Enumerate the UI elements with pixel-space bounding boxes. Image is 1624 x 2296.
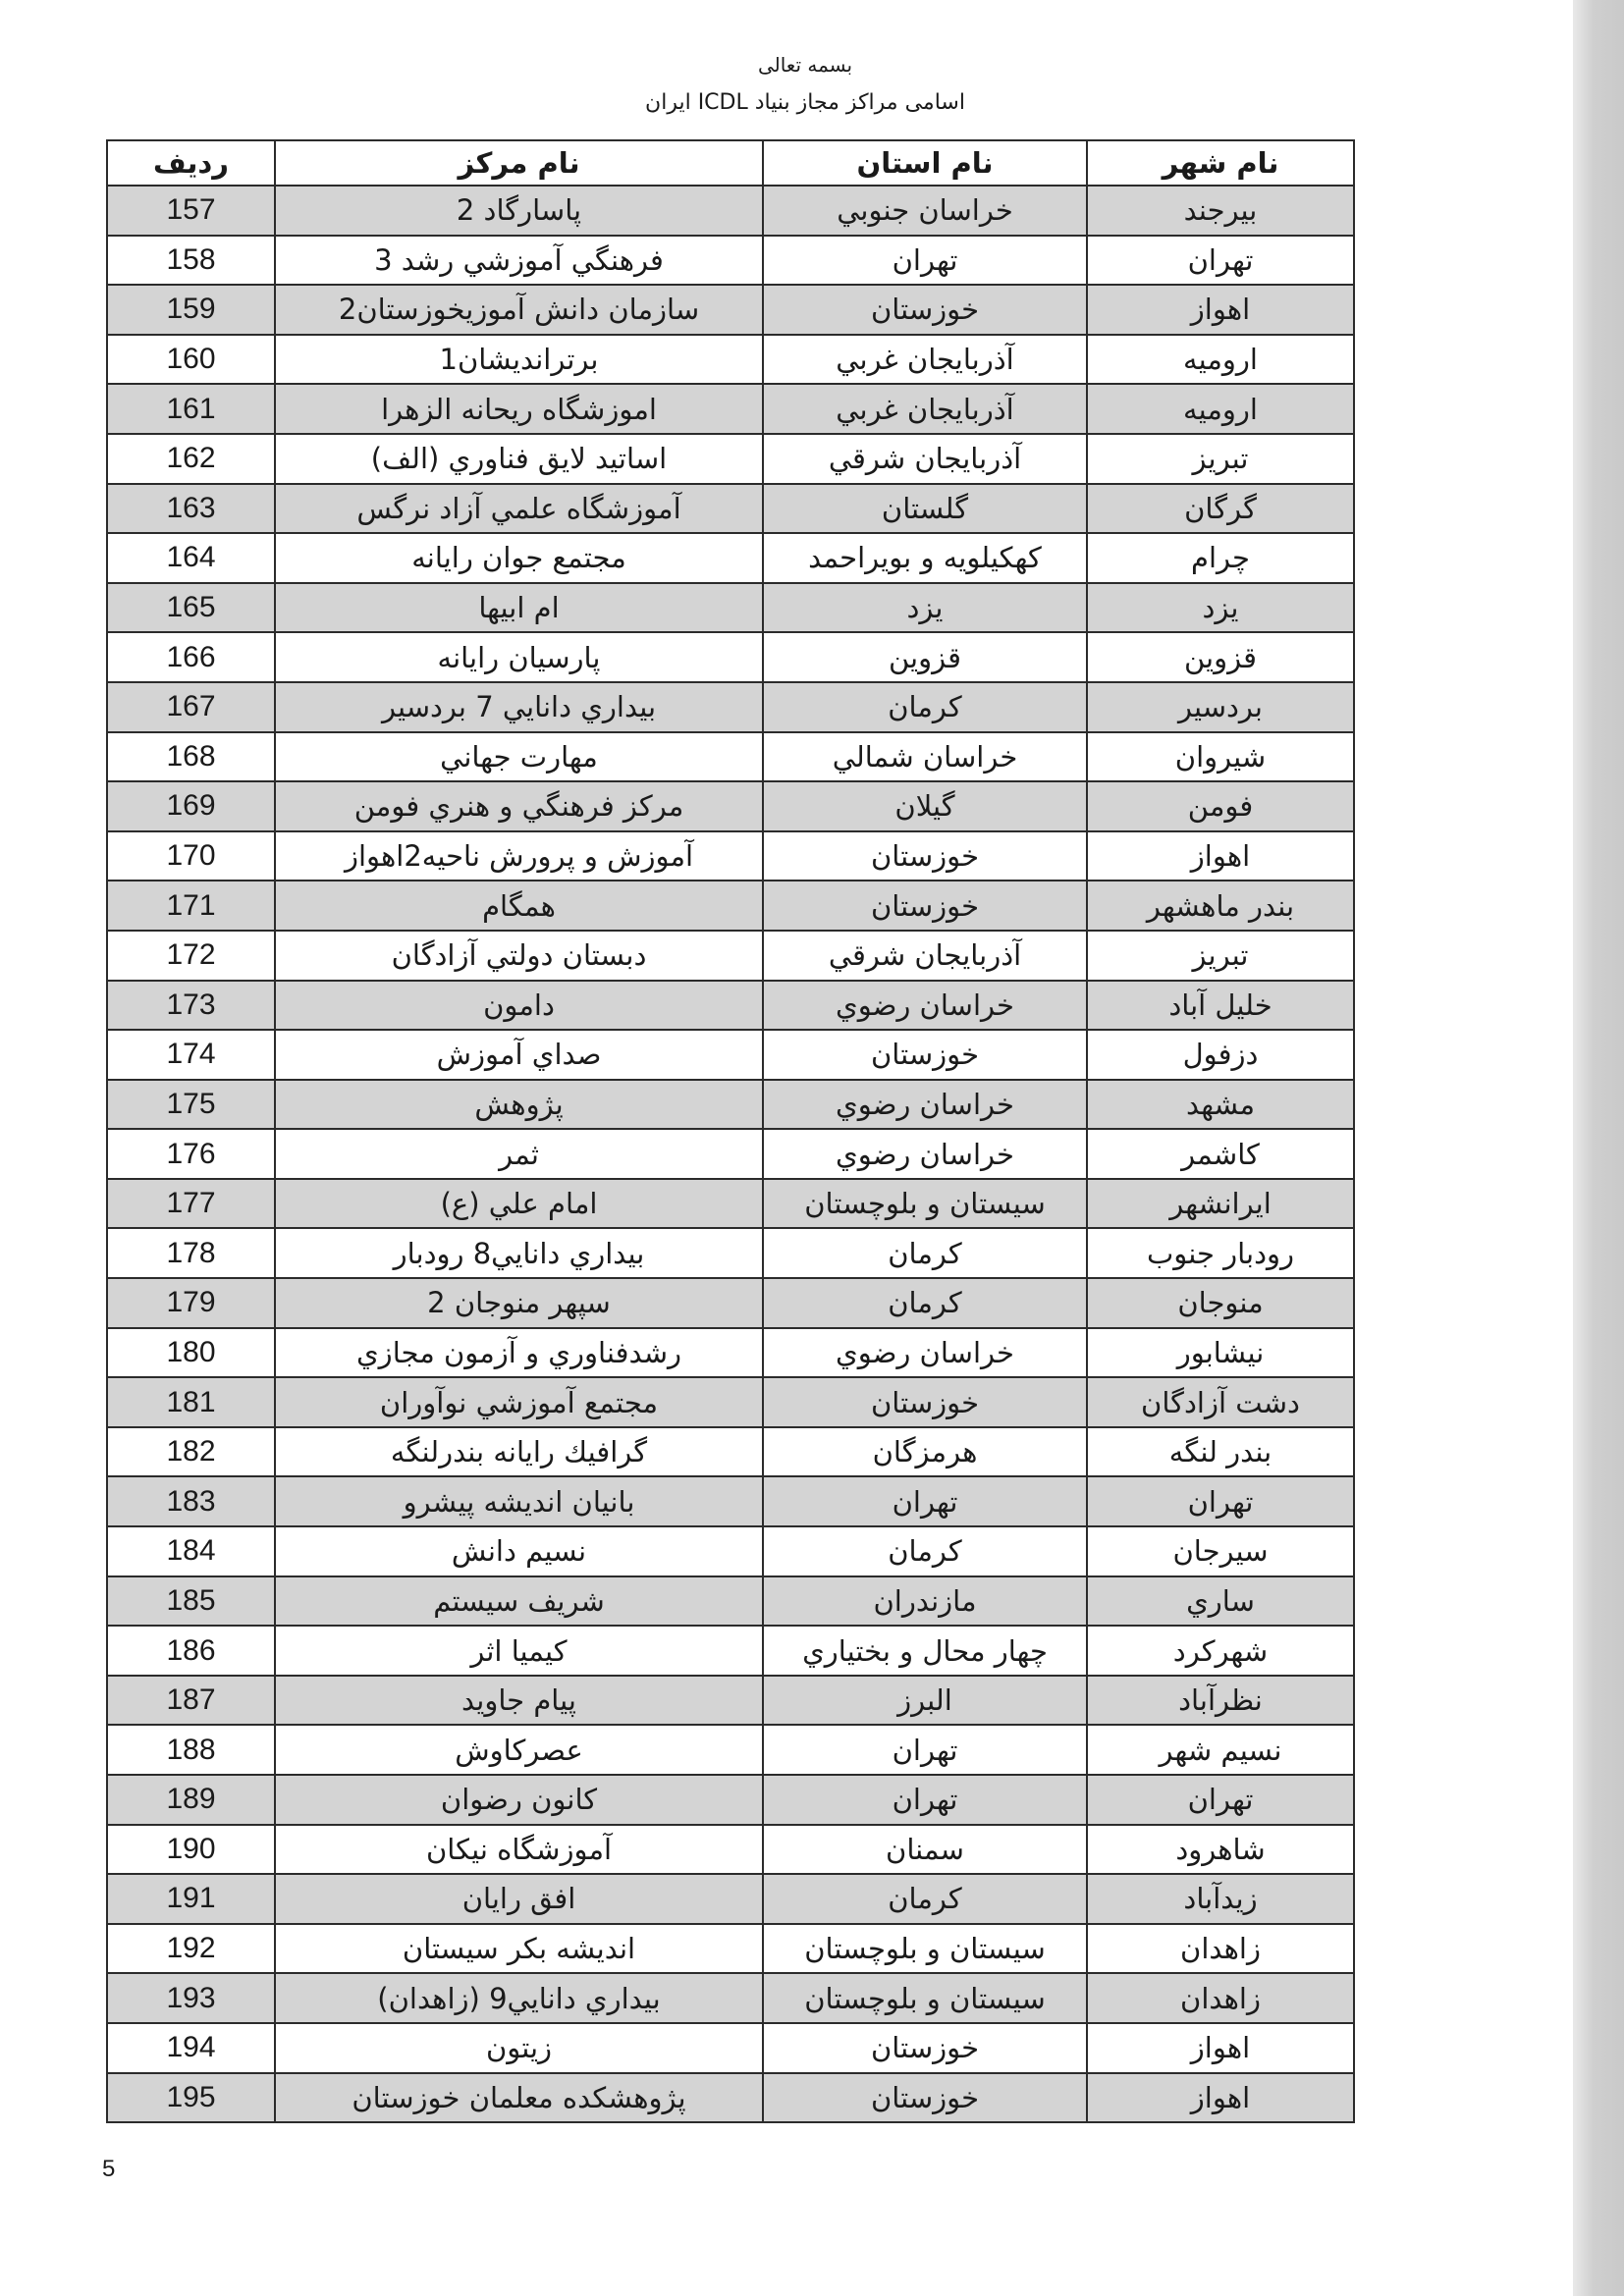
cell-city: شاهرود: [1087, 1825, 1354, 1875]
cell-row-number: 188: [107, 1725, 275, 1775]
cell-city: اهواز: [1087, 831, 1354, 881]
cell-center: كانون رضوان: [275, 1775, 763, 1825]
cell-province: خوزستان: [763, 1377, 1087, 1427]
cell-center: پژوهش: [275, 1080, 763, 1130]
table-row: [107, 384, 1354, 434]
cell-row-number: 176: [107, 1129, 275, 1179]
cell-province: خراسان شمالي: [763, 732, 1087, 782]
cell-row-number: 161: [107, 384, 275, 434]
cell-city: زاهدان: [1087, 1973, 1354, 2023]
cell-center: انديشه بكر سيستان: [275, 1924, 763, 1974]
cell-center: بيداري دانايي8 رودبار: [275, 1228, 763, 1278]
cell-city: فومن: [1087, 781, 1354, 831]
cell-city: منوجان: [1087, 1278, 1354, 1328]
cell-city: مشهد: [1087, 1080, 1354, 1130]
cell-city: رودبار جنوب: [1087, 1228, 1354, 1278]
cell-province: قزوين: [763, 632, 1087, 682]
cell-row-number: 175: [107, 1080, 275, 1130]
cell-province: هرمزگان: [763, 1427, 1087, 1477]
cell-province: كرمان: [763, 1526, 1087, 1576]
cell-province: خراسان رضوي: [763, 981, 1087, 1031]
cell-city: قزوين: [1087, 632, 1354, 682]
cell-row-number: 181: [107, 1377, 275, 1427]
cell-row-number: 195: [107, 2073, 275, 2123]
cell-city: اروميه: [1087, 384, 1354, 434]
centers-table: [106, 139, 1355, 2123]
header-center: نام مرکز: [275, 140, 763, 186]
cell-city: دشت آزادگان: [1087, 1377, 1354, 1427]
cell-row-number: 193: [107, 1973, 275, 2023]
cell-province: آذربايجان غربي: [763, 335, 1087, 385]
table-row: [107, 981, 1354, 1031]
cell-row-number: 162: [107, 434, 275, 484]
cell-province: خوزستان: [763, 2023, 1087, 2073]
cell-row-number: 187: [107, 1676, 275, 1726]
cell-province: كرمان: [763, 682, 1087, 732]
cell-province: گيلان: [763, 781, 1087, 831]
cell-city: خليل آباد: [1087, 981, 1354, 1031]
cell-province: گلستان: [763, 484, 1087, 534]
cell-center: اساتيد لايق فناوري (الف): [275, 434, 763, 484]
cell-center: دامون: [275, 981, 763, 1031]
cell-row-number: 178: [107, 1228, 275, 1278]
table-row: [107, 1775, 1354, 1825]
scan-edge: [1573, 0, 1624, 2296]
cell-city: اروميه: [1087, 335, 1354, 385]
table-row: [107, 781, 1354, 831]
cell-row-number: 177: [107, 1179, 275, 1229]
cell-city: چرام: [1087, 533, 1354, 583]
cell-center: مجتمع آموزشي نوآوران: [275, 1377, 763, 1427]
table-row: [107, 1676, 1354, 1726]
cell-city: بردسير: [1087, 682, 1354, 732]
cell-province: كرمان: [763, 1874, 1087, 1924]
header-province: نام استان: [763, 140, 1087, 186]
cell-city: تهران: [1087, 1476, 1354, 1526]
table-row: [107, 1278, 1354, 1328]
table-header-row: [107, 140, 1354, 186]
cell-center: همگام: [275, 881, 763, 931]
cell-row-number: 164: [107, 533, 275, 583]
cell-center: كيميا اثر: [275, 1626, 763, 1676]
cell-center: آموزش و پرورش ناحيه2اهواز: [275, 831, 763, 881]
cell-row-number: 159: [107, 285, 275, 335]
cell-row-number: 182: [107, 1427, 275, 1477]
page-number: 5: [102, 2156, 116, 2182]
cell-row-number: 179: [107, 1278, 275, 1328]
table-row: [107, 1973, 1354, 2023]
cell-row-number: 169: [107, 781, 275, 831]
cell-row-number: 171: [107, 881, 275, 931]
cell-province: خوزستان: [763, 285, 1087, 335]
cell-city: نظرآباد: [1087, 1676, 1354, 1726]
cell-row-number: 163: [107, 484, 275, 534]
table-row: [107, 1328, 1354, 1378]
cell-province: تهران: [763, 236, 1087, 286]
cell-row-number: 192: [107, 1924, 275, 1974]
cell-center: رشدفناوري و آزمون مجازي: [275, 1328, 763, 1378]
cell-row-number: 167: [107, 682, 275, 732]
cell-province: سيستان و بلوچستان: [763, 1179, 1087, 1229]
table-row: [107, 2073, 1354, 2123]
header-row-number: ردیف: [107, 140, 275, 186]
cell-center: مهارت جهاني: [275, 732, 763, 782]
cell-city: تبريز: [1087, 931, 1354, 981]
cell-row-number: 186: [107, 1626, 275, 1676]
cell-center: سازمان دانش آموزيخوزستان2: [275, 285, 763, 335]
cell-province: البرز: [763, 1676, 1087, 1726]
cell-city: بندر لنگه: [1087, 1427, 1354, 1477]
cell-row-number: 174: [107, 1030, 275, 1080]
table-body: [107, 186, 1354, 2122]
cell-city: ايرانشهر: [1087, 1179, 1354, 1229]
cell-center: برتراندیشان1: [275, 335, 763, 385]
cell-row-number: 157: [107, 186, 275, 236]
cell-province: كرمان: [763, 1278, 1087, 1328]
table-row: [107, 583, 1354, 633]
cell-province: كهكيلويه و بويراحمد: [763, 533, 1087, 583]
cell-row-number: 172: [107, 931, 275, 981]
cell-center: سپهر منوجان 2: [275, 1278, 763, 1328]
cell-center: بيداري دانايي9 (زاهدان): [275, 1973, 763, 2023]
table-row: [107, 1228, 1354, 1278]
cell-row-number: 170: [107, 831, 275, 881]
cell-province: تهران: [763, 1725, 1087, 1775]
cell-city: گرگان: [1087, 484, 1354, 534]
cell-row-number: 184: [107, 1526, 275, 1576]
cell-city: يزد: [1087, 583, 1354, 633]
cell-province: يزد: [763, 583, 1087, 633]
cell-center: پارسيان رايانه: [275, 632, 763, 682]
cell-center: پژوهشكده معلمان خوزستان: [275, 2073, 763, 2123]
cell-province: خوزستان: [763, 831, 1087, 881]
cell-city: تهران: [1087, 1775, 1354, 1825]
table-row: [107, 1427, 1354, 1477]
cell-center: عصركاوش: [275, 1725, 763, 1775]
cell-province: تهران: [763, 1775, 1087, 1825]
cell-city: بیرجند: [1087, 186, 1354, 236]
cell-center: فرهنگي آموزشي رشد 3: [275, 236, 763, 286]
cell-province: سيستان و بلوچستان: [763, 1924, 1087, 1974]
cell-center: امام علي (ع): [275, 1179, 763, 1229]
cell-center: ام ابيها: [275, 583, 763, 633]
cell-city: تهران: [1087, 236, 1354, 286]
cell-center: بيداري دانايي 7 بردسير: [275, 682, 763, 732]
cell-city: ساري: [1087, 1576, 1354, 1627]
cell-row-number: 160: [107, 335, 275, 385]
cell-city: اهواز: [1087, 2023, 1354, 2073]
cell-city: سيرجان: [1087, 1526, 1354, 1576]
table-row: [107, 335, 1354, 385]
table-row: [107, 285, 1354, 335]
page-title: اسامی مراکز مجاز بنیاد ICDL ایران: [645, 90, 965, 115]
cell-row-number: 190: [107, 1825, 275, 1875]
cell-row-number: 185: [107, 1576, 275, 1627]
cell-city: شهركرد: [1087, 1626, 1354, 1676]
cell-center: صداي آموزش: [275, 1030, 763, 1080]
cell-row-number: 191: [107, 1874, 275, 1924]
cell-row-number: 165: [107, 583, 275, 633]
table-row: [107, 1725, 1354, 1775]
cell-city: زاهدان: [1087, 1924, 1354, 1974]
table-row: [107, 682, 1354, 732]
table-row: [107, 1129, 1354, 1179]
table-row: [107, 632, 1354, 682]
table-row: [107, 1377, 1354, 1427]
table-row: [107, 1626, 1354, 1676]
cell-center: ثمر: [275, 1129, 763, 1179]
cell-center: اموزشگاه ريحانه الزهرا: [275, 384, 763, 434]
cell-row-number: 168: [107, 732, 275, 782]
table-row: [107, 434, 1354, 484]
cell-province: آذربايجان غربي: [763, 384, 1087, 434]
cell-row-number: 183: [107, 1476, 275, 1526]
cell-center: مركز فرهنگي و هنري فومن: [275, 781, 763, 831]
table-row: [107, 831, 1354, 881]
cell-province: آذربايجان شرقي: [763, 931, 1087, 981]
cell-province: خراسان رضوي: [763, 1129, 1087, 1179]
table-row: [107, 931, 1354, 981]
cell-center: پيام جاويد: [275, 1676, 763, 1726]
cell-row-number: 189: [107, 1775, 275, 1825]
table-row: [107, 186, 1354, 236]
table-row: [107, 1576, 1354, 1627]
cell-row-number: 173: [107, 981, 275, 1031]
cell-province: آذربايجان شرقي: [763, 434, 1087, 484]
table-row: [107, 1476, 1354, 1526]
table-row: [107, 1825, 1354, 1875]
cell-row-number: 166: [107, 632, 275, 682]
cell-city: بندر ماهشهر: [1087, 881, 1354, 931]
cell-center: نسيم دانش: [275, 1526, 763, 1576]
cell-province: خوزستان: [763, 881, 1087, 931]
cell-province: مازندران: [763, 1576, 1087, 1627]
table-row: [107, 1924, 1354, 1974]
cell-center: زيتون: [275, 2023, 763, 2073]
cell-city: اهواز: [1087, 285, 1354, 335]
cell-center: افق رايان: [275, 1874, 763, 1924]
cell-city: تبريز: [1087, 434, 1354, 484]
cell-center: آموزشگاه نيكان: [275, 1825, 763, 1875]
cell-province: خوزستان: [763, 2073, 1087, 2123]
cell-city: نيشابور: [1087, 1328, 1354, 1378]
cell-province: كرمان: [763, 1228, 1087, 1278]
cell-province: خراسان رضوي: [763, 1080, 1087, 1130]
cell-province: خراسان رضوي: [763, 1328, 1087, 1378]
cell-province: خراسان جنوبي: [763, 186, 1087, 236]
cell-city: كاشمر: [1087, 1129, 1354, 1179]
cell-city: شيروان: [1087, 732, 1354, 782]
cell-province: خوزستان: [763, 1030, 1087, 1080]
table-row: [107, 881, 1354, 931]
table-row: [107, 1526, 1354, 1576]
table-row: [107, 1080, 1354, 1130]
table-row: [107, 1179, 1354, 1229]
cell-center: دبستان دولتي آزادگان: [275, 931, 763, 981]
bismillah-heading: بسمه تعالی: [757, 53, 853, 77]
table-row: [107, 2023, 1354, 2073]
table-row: [107, 1030, 1354, 1080]
cell-row-number: 180: [107, 1328, 275, 1378]
cell-center: شريف سيستم: [275, 1576, 763, 1627]
cell-city: نسيم شهر: [1087, 1725, 1354, 1775]
cell-center: بانيان انديشه پيشرو: [275, 1476, 763, 1526]
cell-province: سمنان: [763, 1825, 1087, 1875]
cell-province: چهار محال و بختياري: [763, 1626, 1087, 1676]
cell-center: آموزشگاه علمي آزاد نرگس: [275, 484, 763, 534]
cell-city: دزفول: [1087, 1030, 1354, 1080]
cell-center: پاسارگاد 2: [275, 186, 763, 236]
cell-row-number: 194: [107, 2023, 275, 2073]
cell-city: زيدآباد: [1087, 1874, 1354, 1924]
cell-city: اهواز: [1087, 2073, 1354, 2123]
table-row: [107, 533, 1354, 583]
cell-row-number: 158: [107, 236, 275, 286]
table-row: [107, 1874, 1354, 1924]
table-row: [107, 484, 1354, 534]
cell-center: گرافيك رايانه بندرلنگه: [275, 1427, 763, 1477]
header-city: نام شهر: [1087, 140, 1354, 186]
table-row: [107, 236, 1354, 286]
table-row: [107, 732, 1354, 782]
cell-province: سيستان و بلوچستان: [763, 1973, 1087, 2023]
cell-center: مجتمع جوان رايانه: [275, 533, 763, 583]
cell-province: تهران: [763, 1476, 1087, 1526]
